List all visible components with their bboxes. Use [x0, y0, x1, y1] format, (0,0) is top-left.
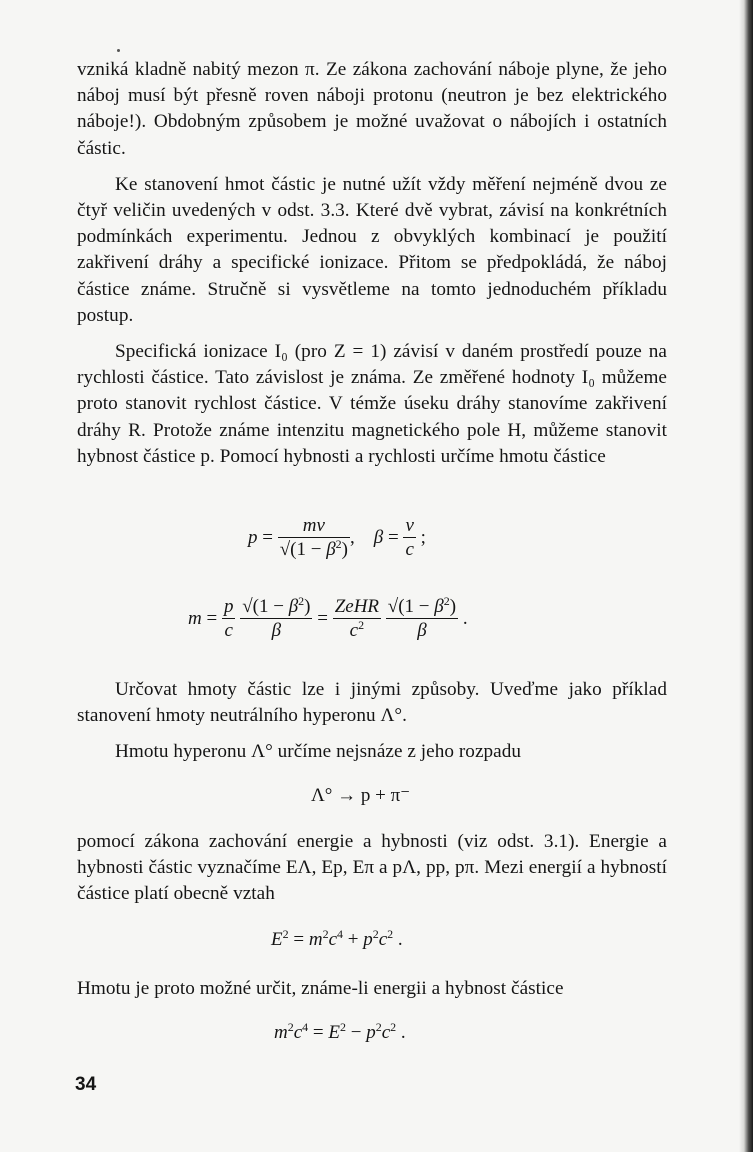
text-block-top	[77, 57, 667, 470]
page-number: 34	[75, 1074, 97, 1095]
text-block-middle	[77, 677, 667, 766]
text-block-bottom	[77, 976, 667, 1002]
paragraph-7: Hmotu je proto možné určit, známe-li energii a hybnost částice	[77, 978, 564, 999]
print-speck	[117, 49, 120, 52]
paragraph-2: Ke stanovení hmot částic je nutné užít vždy měření nejméně dvou ze čtyř veličin uvedených v odst. 3.3. Které dvě vybrat, závisí na konkrétních podmínkách experimentu. Jednou z obvyklých kombinací je použití zakřivení dráhy a specifické ionizace. Přitom se předpokládá, že náboj částice známe. Stručně si vysvětleme na tomto jednoduchém příkladu postup.	[77, 173, 667, 326]
equation-mass-squared: $m^2c^4 = E^2 - p^2c^2$ .	[274, 1020, 406, 1043]
paragraph-1: vzniká kladně nabitý mezon π. Ze zákona zachování náboje plyne, že jeho náboj musí být přesně roven náboji protonu (neutron je bez elektrického náboje!). Obdobným způsobem je možné uvažovat o nábojích i ostatních částic.	[77, 59, 667, 159]
equation-momentum: p = $\frac{mv}{√(1 - \beta^2)}$ , β = $\frac{v}{c}$ ;	[248, 515, 426, 560]
equation-mass: m = $\frac{p}{c}$ $\frac{√(1 - \beta^2)}{\beta}$ = $\frac{\text{ZeHR}}{c^2}$ $\frac{√(1 - \beta^2)}{\beta}$ .	[188, 594, 468, 641]
paragraph-5: Hmotu hyperonu Λ° určíme nejsnáze z jeho rozpadu	[115, 741, 522, 763]
page-binding-edge	[739, 0, 753, 1152]
text-block-lower	[77, 829, 667, 908]
paragraph-4: Určovat hmoty částic lze i jinými způsoby. Uveďme jako příklad stanovení hmoty neutrálního hyperonu Λ°.	[77, 679, 667, 727]
paragraph-3: Specifická ionizace I₀ (pro Z = 1) závisí v daném prostředí pouze na rychlosti částice. Tato závislost je známa. Ze změřené hodnoty I₀ můžeme proto stanovit rychlost částice. V témže úseku dráhy stanovíme zakřivení dráhy R. Protože známe intenzitu magnetického pole H, můžeme stanovit hybnost částice p. Pomocí hybnosti a rychlosti určíme hmotu částice	[77, 341, 667, 467]
equation-decay: Λ° → p + π⁻	[311, 785, 411, 806]
paragraph-6: pomocí zákona zachování energie a hybnosti (viz odst. 3.1). Energie a hybnosti částic vyznačíme EΛ, Ep, Eπ a pΛ, pp, pπ. Mezi energií a hybností částice platí obecně vztah	[77, 831, 667, 905]
equation-energy: $E^2 = m^2c^4 + p^2c^2$ .	[271, 927, 403, 950]
